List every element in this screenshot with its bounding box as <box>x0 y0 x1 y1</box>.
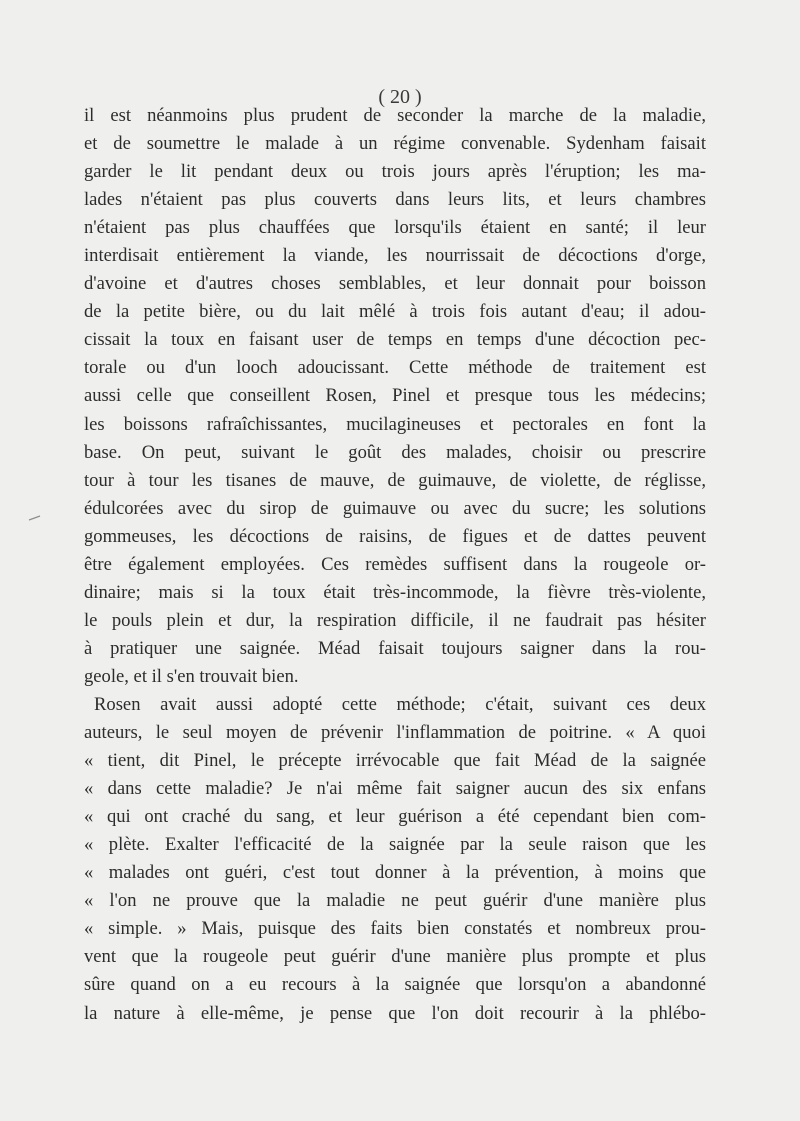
quote-line: « dans cette maladie? Je n'ai même fait saigner aucun des six enfans <box>84 778 706 800</box>
text-line: à pratiquer une saignée. Méad faisait toujours saigner dans la rou- <box>84 637 706 659</box>
text-line: n'étaient pas plus chauffées que lorsqu'ils étaient en santé; il leur <box>84 217 706 239</box>
body-text <box>84 102 706 1028</box>
quote-line: « tient, dit Pinel, le précepte irrévocable que fait Méad de la saignée <box>84 750 706 772</box>
quote-line: « l'on ne prouve que la maladie ne peut guérir d'une manière plus <box>84 890 706 912</box>
paragraph-first-line: Rosen avait aussi adopté cette méthode; c'était, suivant ces deux <box>94 693 706 715</box>
text-line: vent que la rougeole peut guérir d'une manière plus prompte et plus <box>84 946 706 968</box>
text-line: édulcorées avec du sirop de guimauve ou avec du sucre; les solutions <box>84 497 706 519</box>
text-line: il est néanmoins plus prudent de seconder la marche de la maladie, <box>84 105 706 126</box>
text-line: dinaire; mais si la toux était très-incommode, la fièvre très-violente, <box>84 581 706 603</box>
text-line: base. On peut, suivant le goût des malades, choisir ou prescrire <box>84 441 706 463</box>
text-line: auteurs, le seul moyen de prévenir l'inflammation de poitrine. « A quoi <box>84 722 706 744</box>
paragraph-last-line: geole, et il s'en trouvait bien. <box>84 665 299 687</box>
quote-line: « qui ont craché du sang, et leur guérison a été cependant bien com- <box>84 806 706 828</box>
text-line: le pouls plein et dur, la respiration difficile, il ne faudrait pas hésiter <box>84 609 706 631</box>
quote-line: « malades ont guéri, c'est tout donner à la prévention, à moins que <box>84 862 706 884</box>
page-number: ( 20 ) <box>378 86 422 108</box>
text-line: garder le lit pendant deux ou trois jours après l'éruption; les ma- <box>84 161 706 183</box>
text-line: de la petite bière, ou du lait mêlé à trois fois autant d'eau; il adou- <box>84 301 706 323</box>
text-line: interdisait entièrement la viande, les nourrissait de décoctions d'orge, <box>84 245 706 267</box>
text-line: gommeuses, les décoctions de raisins, de figues et de dattes peuvent <box>84 525 706 547</box>
text-line: torale ou d'un looch adoucissant. Cette méthode de traitement est <box>84 357 706 379</box>
text-line: les boissons rafraîchissantes, mucilagineuses et pectorales en font la <box>84 413 706 435</box>
text-line: cissait la toux en faisant user de temps en temps d'une décoction pec- <box>84 329 706 351</box>
text-line: sûre quand on a eu recours à la saignée que lorsqu'on a abandonné <box>84 974 706 996</box>
text-line: aussi celle que conseillent Rosen, Pinel et presque tous les médecins; <box>84 385 706 407</box>
quote-line: « plète. Exalter l'efficacité de la saignée par la seule raison que les <box>84 834 706 856</box>
text-line: tour à tour les tisanes de mauve, de guimauve, de violette, de réglisse, <box>84 469 706 491</box>
text-line: être également employées. Ces remèdes suffisent dans la rougeole or- <box>84 553 706 575</box>
quote-line: « simple. » Mais, puisque des faits bien constatés et nombreux prou- <box>84 918 706 940</box>
text-line: la nature à elle-même, je pense que l'on doit recourir à la phlébo- <box>84 1002 706 1024</box>
margin-dash-mark <box>28 514 42 522</box>
text-line: et de soumettre le malade à un régime convenable. Sydenham faisait <box>84 133 706 155</box>
text-line: lades n'étaient pas plus couverts dans leurs lits, et leurs chambres <box>84 189 706 211</box>
text-line: d'avoine et d'autres choses semblables, et leur donnait pour boisson <box>84 273 706 295</box>
